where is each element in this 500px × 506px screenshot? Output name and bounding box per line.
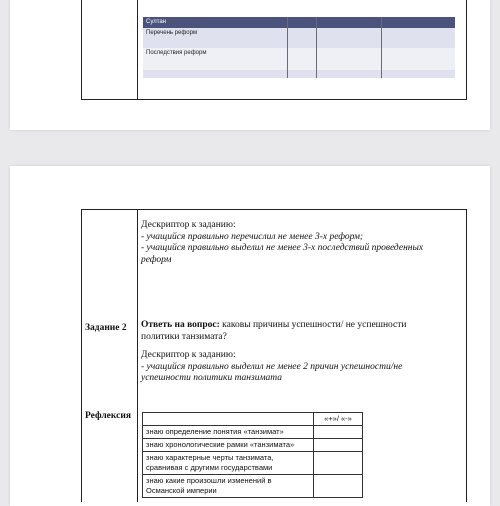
reform-table-cell bbox=[317, 70, 382, 78]
reform-table-cell bbox=[288, 28, 317, 48]
task-2-question-line2: политики танзимата? bbox=[141, 331, 227, 342]
reform-table-cell bbox=[317, 48, 382, 70]
table-border-left bbox=[81, 0, 82, 100]
descriptor-1-line: - учащийся правильно выделил не менее 3-х последствий проведенных bbox=[141, 243, 424, 253]
table2-border-left bbox=[81, 209, 82, 502]
reflection-mark-cell[interactable] bbox=[314, 475, 363, 498]
descriptor-1-line: реформ bbox=[141, 254, 172, 265]
reform-table-cell bbox=[143, 70, 288, 78]
reflection-header-empty bbox=[143, 413, 314, 426]
reform-table bbox=[143, 17, 455, 78]
reform-table-cell bbox=[317, 28, 382, 48]
descriptor-2 bbox=[141, 350, 461, 385]
reform-table-cell bbox=[382, 17, 456, 28]
reform-table-cell bbox=[382, 48, 456, 70]
table-row bbox=[143, 439, 363, 452]
reform-table-cell bbox=[382, 28, 456, 48]
reform-table-cell bbox=[288, 70, 317, 78]
table-row bbox=[143, 426, 363, 439]
table-border-mid bbox=[137, 0, 138, 100]
task-2-question bbox=[141, 320, 461, 343]
reflection-item: знаю какие произошли изменений в Османской империи bbox=[143, 475, 314, 498]
reflection-mark-cell[interactable] bbox=[314, 426, 363, 439]
descriptor-2-line: успешности политики танзимата bbox=[141, 373, 283, 383]
reform-table-cell bbox=[288, 48, 317, 70]
table-border-right bbox=[466, 0, 467, 100]
table2-border-right bbox=[466, 209, 467, 502]
descriptor-1-line: - учащийся правильно перечислил не менее 3-х реформ; bbox=[141, 231, 364, 242]
reflection-item: знаю хронологические рамки «танзимата» bbox=[143, 439, 314, 452]
reform-table-header: Султан bbox=[143, 17, 288, 28]
reform-table-cell bbox=[317, 17, 382, 28]
task-2-label: Задание 2 bbox=[85, 323, 127, 333]
reform-consequences-label: Последствия реформ bbox=[143, 48, 288, 70]
table-border-bottom bbox=[81, 99, 467, 100]
reform-table-cell bbox=[382, 70, 456, 78]
reflection-mark-cell[interactable] bbox=[314, 439, 363, 452]
table2-border-top bbox=[81, 209, 467, 210]
reflection-table bbox=[142, 412, 363, 498]
task-2-question-bold: Ответь на вопрос: bbox=[141, 320, 220, 330]
reform-list-label: Перечень реформ bbox=[143, 28, 288, 48]
task-2-question-text: каковы причины успешности/ не успешности bbox=[219, 320, 407, 330]
reform-table-cell bbox=[288, 17, 317, 28]
reflection-mark-cell[interactable] bbox=[314, 452, 363, 475]
reflection-col-header: «+»/ «-» bbox=[314, 413, 363, 426]
table2-border-mid bbox=[137, 209, 138, 502]
descriptor-2-line: - учащийся правильно выделил не менее 2 причин успешности/не bbox=[141, 361, 403, 372]
descriptor-2-heading: Дескриптор к заданию: bbox=[141, 350, 236, 360]
table-row bbox=[143, 475, 363, 498]
descriptor-1 bbox=[141, 220, 461, 266]
reflection-item: знаю определение понятия «танзимат» bbox=[143, 426, 314, 439]
table-row bbox=[143, 452, 363, 475]
reflection-label: Рефлексия bbox=[85, 411, 131, 421]
reflection-item: знаю характерные черты танзимата, сравнивая с другими государствами bbox=[143, 452, 314, 475]
table-row bbox=[143, 413, 363, 426]
descriptor-1-heading: Дескриптор к заданию: bbox=[141, 220, 236, 230]
